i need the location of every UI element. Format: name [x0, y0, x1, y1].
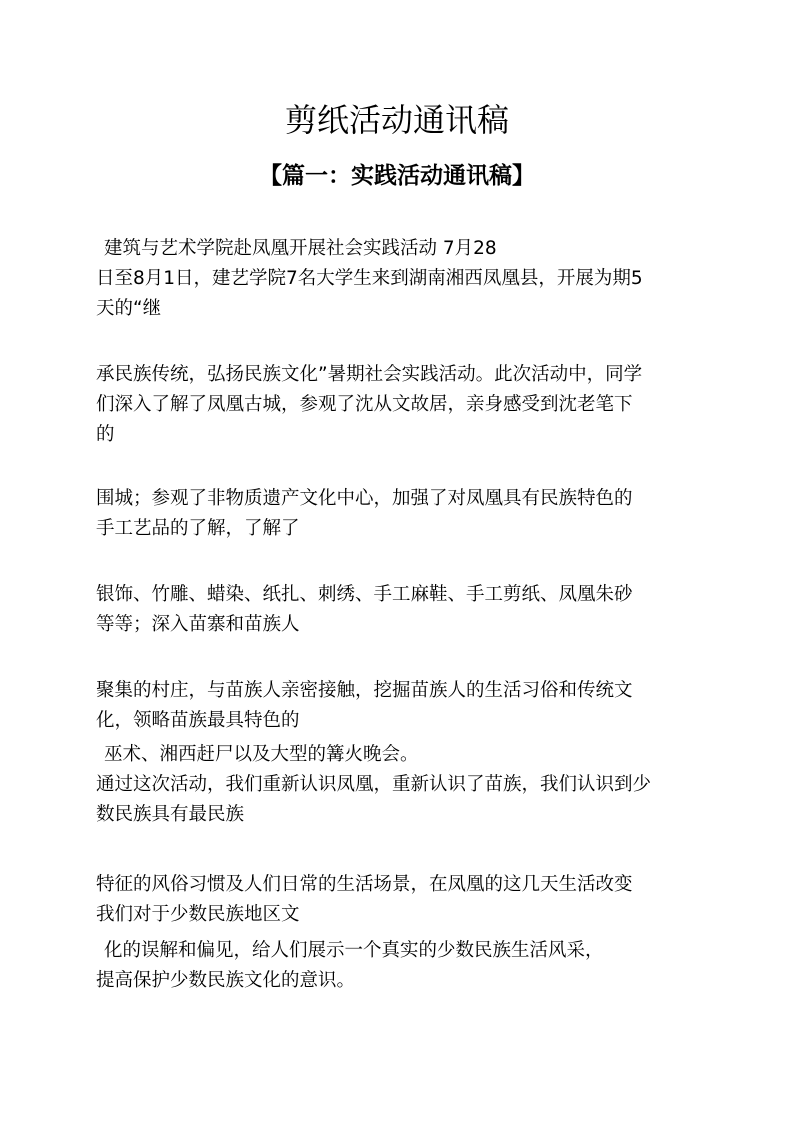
paragraph-line: 银饰、竹雕、蜡染、纸扎、刺绣、手工麻鞋、手工剪纸、凤凰朱砂 — [96, 584, 633, 605]
paragraph-4 — [96, 580, 706, 640]
paragraph-line: 化，领略苗族最具特色的 — [96, 710, 300, 731]
paragraph-line: 们深入了解了凤凰古城，参观了沈从文故居，亲身感受到沈老笔下 — [96, 394, 633, 415]
paragraph-6 — [96, 740, 706, 830]
paragraph-line: 围城；参观了非物质遗产文化中心，加强了对凤凰具有民族特色的 — [96, 488, 633, 509]
document-title: 剪纸活动通讯稿 — [284, 101, 509, 139]
paragraph-line: 日至8月1日，建艺学院7名大学生来到湖南湘西凤凰县，开展为期5 — [96, 268, 643, 289]
paragraph-line: 我们对于少数民族地区文 — [96, 904, 300, 925]
paragraph-line: 提高保护少数民族文化的意识。 — [96, 970, 356, 991]
paragraph-3 — [96, 484, 706, 544]
paragraph-line: 巫术、湘西赶尸以及大型的篝火晚会。 — [104, 744, 419, 765]
paragraph-line: 聚集的村庄，与苗族人亲密接触，挖掘苗族人的生活习俗和传统文 — [96, 680, 633, 701]
paragraph-line: 手工艺品的了解，了解了 — [96, 518, 300, 539]
paragraph-line: 天的“继 — [96, 298, 162, 319]
document-subtitle: 【篇一：实践活动通讯稿】 — [259, 163, 535, 189]
paragraph-line: 数民族具有最民族 — [96, 804, 245, 825]
paragraph-line: 通过这次活动，我们重新认识凤凰，重新认识了苗族，我们认识到少 — [96, 774, 652, 795]
paragraph-line: 的 — [96, 424, 115, 445]
paragraph-line: 等等；深入苗寨和苗族人 — [96, 614, 300, 635]
paragraph-1 — [96, 234, 706, 324]
paragraph-line: 承民族传统，弘扬民族文化”暑期社会实践活动。此次活动中，同学 — [96, 364, 643, 385]
paragraph-8 — [96, 936, 706, 996]
paragraph-5 — [96, 676, 706, 736]
paragraph-line: 特征的风俗习惯及人们日常的生活场景，在凤凰的这几天生活改变 — [96, 874, 633, 895]
paragraph-2 — [96, 360, 706, 450]
paragraph-7 — [96, 870, 706, 930]
paragraph-line: 建筑与艺术学院赴凤凰开展社会实践活动 7月28 — [104, 238, 497, 259]
paragraph-line: 化的误解和偏见，给人们展示一个真实的少数民族生活风采， — [104, 940, 604, 961]
